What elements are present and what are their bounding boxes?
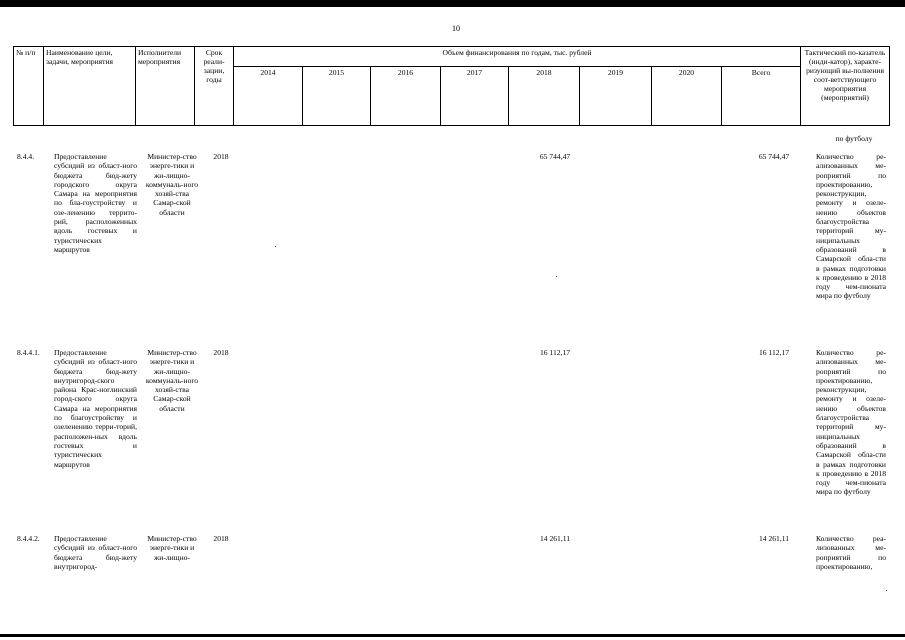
scan-speck bbox=[886, 590, 887, 591]
row-term: 2018 bbox=[213, 152, 229, 161]
carryover-text: по футболу bbox=[835, 134, 873, 143]
row-indicator: Количество реа-лизованных ме-роприятий по проектированию, bbox=[816, 534, 886, 571]
header-term: Срок реали-зации, годы bbox=[195, 47, 234, 126]
scan-speck bbox=[275, 246, 276, 247]
page-number: 10 bbox=[452, 24, 460, 33]
row-executors: Министер-ство энерге-тики и жи-лищно- bbox=[147, 534, 197, 562]
header-financing: Объем финансирования по годам, тыс. рублей bbox=[234, 47, 801, 67]
row-total: 65 744,47 bbox=[758, 152, 790, 161]
header-year: 2017 bbox=[441, 66, 509, 125]
header-executors: Исполнители мероприятия bbox=[136, 47, 195, 126]
row-indicator: Количество ре-ализованных ме-роприятий по проектированию, реконструкции, ремонту и озеле-нению объектов благоустройства территорий му-ниципальных образований в Самарской обла-сти в рамках подготовки к проведению в 2018 году чем-пионата мира по футболу bbox=[816, 152, 886, 301]
header-year: 2020 bbox=[652, 66, 722, 125]
row-indicator: Количество ре-ализованных ме-роприятий по проектированию, реконструкции, ремонту и озеле-нению объектов благоустройства территорий му-ниципальных образований в Самарской обла-сти в рамках подготовки к проведению в 2018 году чем-пионата мира по футболу bbox=[816, 348, 886, 497]
row-value-2018: 65 744,47 bbox=[539, 152, 571, 161]
row-value-2018: 16 112,17 bbox=[539, 348, 571, 357]
header-year: 2014 bbox=[234, 66, 303, 125]
header-year: 2016 bbox=[371, 66, 441, 125]
header-name: Наименование цели, задачи, мероприятия bbox=[44, 47, 136, 126]
header-year: 2018 bbox=[509, 66, 580, 125]
row-name: Предоставление субсидий из област-ного бюджета бюд-жету внутригород-ского района Крас-ноглинский город-ского округа Самара на мероприятия по благоустройству и озеленению терри-торий, расположен-ных вдоль гостевых и туристических маршрутов bbox=[54, 348, 137, 469]
header-total: Всего bbox=[722, 66, 801, 125]
scan-speck bbox=[556, 276, 557, 277]
row-value-2018: 14 261,11 bbox=[539, 534, 571, 543]
row-total: 14 261,11 bbox=[758, 534, 790, 543]
row-total: 16 112,17 bbox=[758, 348, 790, 357]
header-year: 2019 bbox=[580, 66, 652, 125]
row-term: 2018 bbox=[213, 348, 229, 357]
header-num: № п/п bbox=[14, 47, 44, 126]
row-number: 8.4.4. bbox=[17, 152, 35, 161]
row-number: 8.4.4.1. bbox=[17, 348, 40, 357]
header-indicator: Тактический по-казатель (инди-катор), характе-ризующий вы-полнения соот-ветствующего мероприятия (мероприятий) bbox=[801, 47, 890, 126]
bottom-border bbox=[0, 634, 905, 637]
table-header bbox=[13, 46, 890, 126]
row-term: 2018 bbox=[213, 534, 229, 543]
header-year: 2015 bbox=[303, 66, 371, 125]
top-border bbox=[0, 0, 905, 7]
row-name: Предоставление субсидий из област-ного бюджета бюд-жету городского округа Самара на мероприятия по бла-гоустройству и озе-ленению террито-рий, расположенных вдоль гостевых и туристических маршрутов bbox=[54, 152, 137, 254]
row-executors: Министер-ство энерге-тики и жи-лищно-коммуналь-ного хозяй-ства Самар-ской области bbox=[145, 348, 199, 413]
row-executors: Министер-ство энерге-тики и жи-лищно-коммуналь-ного хозяй-ства Самар-ской области bbox=[145, 152, 199, 217]
row-name: Предоставление субсидий из област-ного бюджета бюд-жету внутригород- bbox=[54, 534, 137, 571]
row-number: 8.4.4.2. bbox=[17, 534, 40, 543]
